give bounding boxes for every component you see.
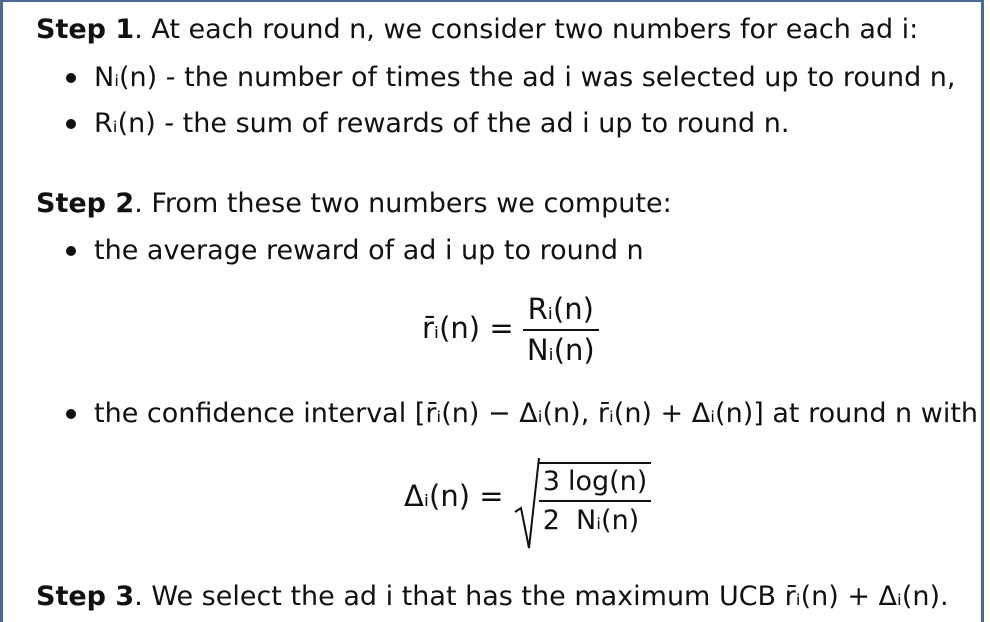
formula2-denominator: Nᵢ(n) — [576, 505, 640, 536]
formula2-coefficient — [539, 468, 564, 534]
confidence-delta-formula — [404, 462, 651, 534]
step3-label: Step 3 — [36, 581, 135, 612]
step2-bullet-2: the confidence interval [r̄ᵢ(n) − Δᵢ(n), r̄ᵢ(n) + Δᵢ(n)] at round n with — [94, 398, 979, 429]
step1-text: . At each round n, we consider two numbers for each ad i: — [134, 14, 919, 45]
bullet-icon — [66, 409, 76, 419]
fraction-bar — [539, 500, 564, 502]
bullet-icon — [66, 119, 76, 129]
fraction-bar — [564, 500, 651, 502]
sqrt-icon — [513, 456, 541, 552]
formula2-coef-denominator: 2 — [542, 505, 560, 536]
fraction-bar — [523, 329, 599, 331]
formula2-coef-numerator: 3 — [542, 466, 560, 497]
formula2-lhs: Δᵢ(n) = — [404, 479, 504, 513]
sqrt-body — [539, 462, 652, 534]
formula1-numerator: Rᵢ(n) — [527, 292, 594, 326]
formula2-fraction — [564, 468, 651, 534]
step1-bullet-1: Nᵢ(n) - the number of times the ad i was selected up to round n, — [94, 62, 956, 93]
average-reward-formula — [422, 292, 599, 367]
step2-label: Step 2 — [36, 188, 135, 219]
step1-line — [36, 16, 918, 43]
bullet-icon — [66, 246, 76, 256]
step2-text: . From these two numbers we compute: — [134, 188, 672, 219]
formula1-lhs: r̄ᵢ(n) = — [422, 311, 514, 345]
sqrt-group — [513, 462, 652, 534]
step2-line — [36, 190, 672, 217]
bullet-icon — [66, 73, 76, 83]
formula2-numerator: log(n) — [567, 466, 648, 497]
formula1-fraction — [523, 292, 599, 367]
step3-text: . We select the ad i that has the maximum UCB r̄ᵢ(n) + Δᵢ(n). — [134, 581, 949, 612]
formula1-denominator: Nᵢ(n) — [526, 333, 595, 367]
step2-bullet-1: the average reward of ad i up to round n — [94, 235, 644, 266]
step1-label: Step 1 — [36, 14, 135, 45]
step1-bullet-2: Rᵢ(n) - the sum of rewards of the ad i up to round n. — [94, 108, 790, 139]
step3-line — [36, 583, 949, 610]
